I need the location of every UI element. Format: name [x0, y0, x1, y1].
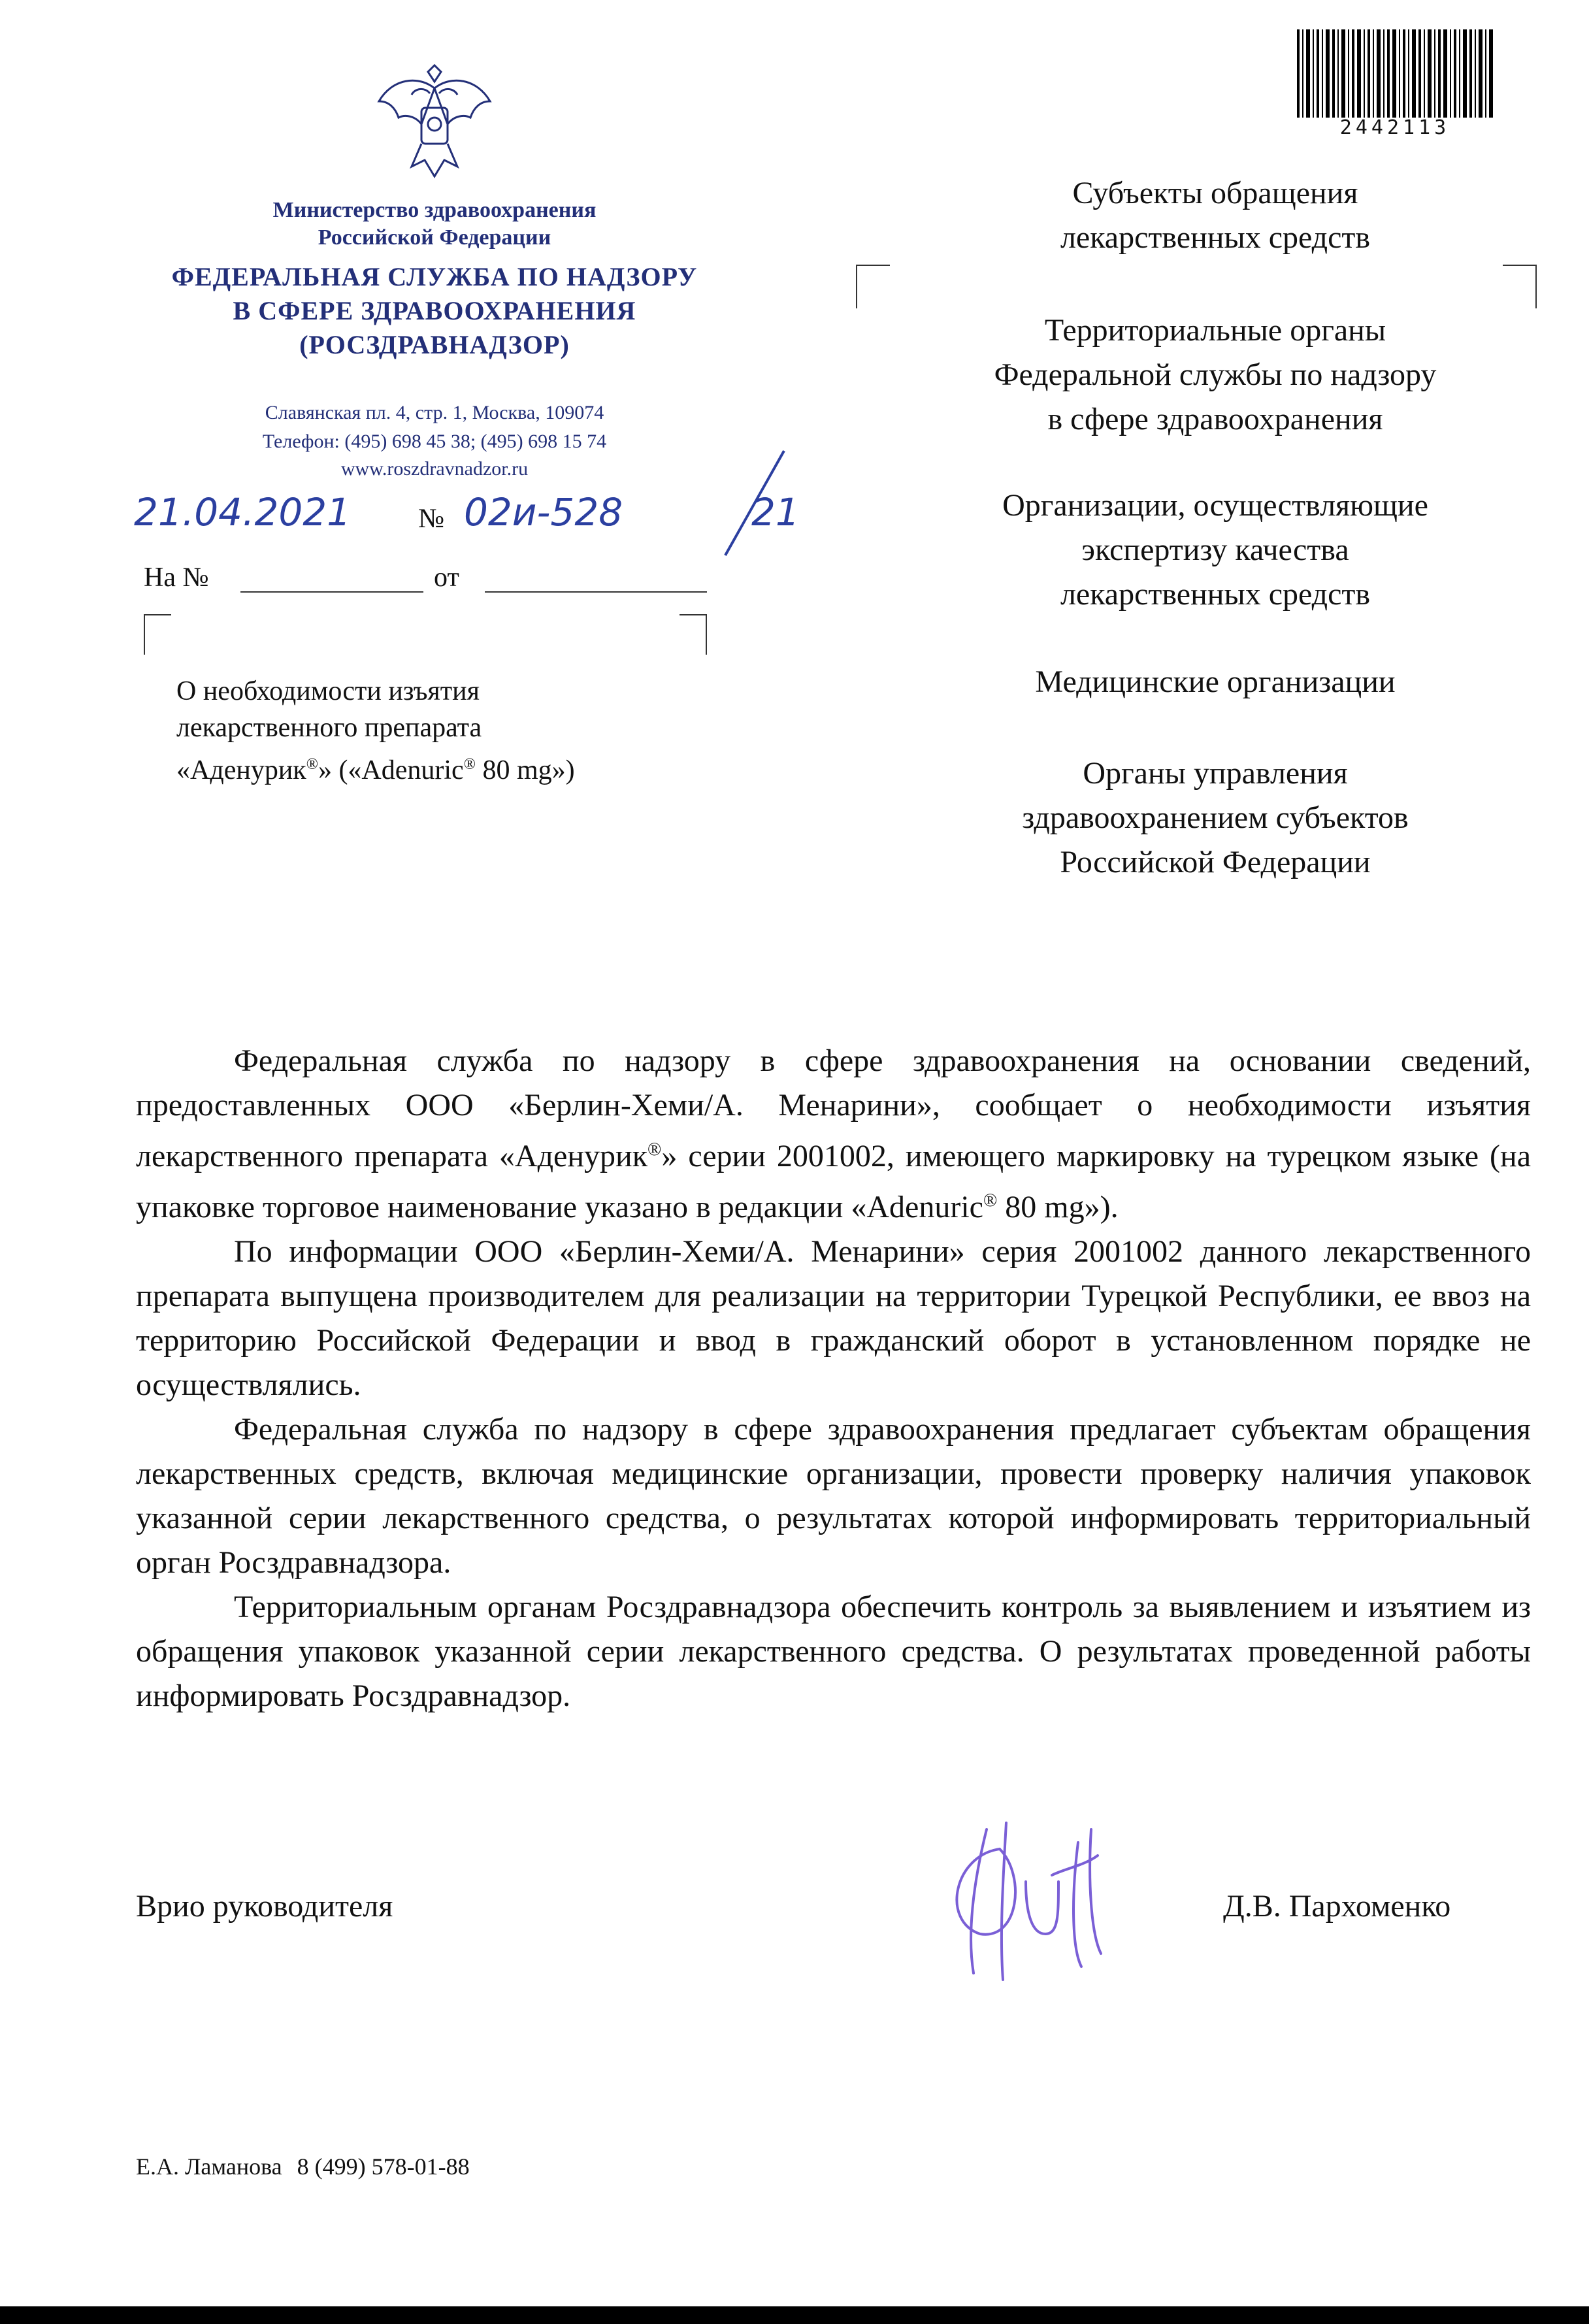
- subject-dosage: 80 mg»): [475, 755, 575, 785]
- addressee-1: [928, 171, 1503, 260]
- subject-line3: [176, 746, 712, 789]
- subject-line1: О необходимости изъятия: [176, 676, 480, 706]
- service-address: Славянская пл. 4, стр. 1, Москва, 109074: [265, 402, 604, 423]
- addressee-corner-right: [1503, 265, 1537, 308]
- service-name-line2: В СФЕРЕ ЗДРАВООХРАНЕНИЯ: [233, 296, 636, 325]
- addressee-line: Российской Федерации: [1060, 845, 1371, 879]
- addressee-line: в сфере здравоохранения: [1047, 402, 1383, 436]
- registration-number: 02и-528: [464, 490, 623, 534]
- subject-line2: лекарственного препарата: [176, 713, 482, 743]
- addressee-line: здравоохранением субъектов: [1022, 800, 1409, 835]
- reference-number-blank: [240, 591, 423, 593]
- service-name-line1: ФЕДЕРАЛЬНАЯ СЛУЖБА ПО НАДЗОРУ: [171, 262, 698, 291]
- reference-date-blank: [485, 591, 707, 593]
- signatory-name: Д.В. Пархоменко: [1223, 1889, 1451, 1923]
- barcode-number: 2442113: [1339, 116, 1450, 139]
- registration-date: 21.04.2021: [134, 490, 352, 534]
- service-website: www.roszdravnadzor.ru: [340, 458, 529, 480]
- addressee-5: [928, 751, 1503, 885]
- subject-drug-name-en: » («Adenuric: [318, 755, 464, 785]
- addressee-line: Субъекты обращения: [1072, 176, 1358, 210]
- addressee-corner-left: [856, 265, 890, 308]
- signatory-title: Врио руководителя: [136, 1889, 393, 1923]
- addressee-line: Организации, осуществляющие: [1002, 488, 1428, 523]
- ministry-name-line1: Министерство здравоохранения: [272, 198, 597, 222]
- registration-suffix: 21: [751, 490, 800, 534]
- letter-subject: [176, 673, 712, 789]
- service-phone: Телефон: (495) 698 45 38; (495) 698 15 74: [262, 431, 607, 452]
- executor-phone: 8 (499) 578-01-88: [297, 2153, 470, 2180]
- p1-part-b: » серии 2001002, имеющего маркировку на турецком языке (на упаковке торговое наименование указано в редакции «Adenuric: [136, 1139, 1531, 1224]
- registered-mark: ®: [306, 756, 318, 773]
- p1-part-c: 80 mg»).: [997, 1190, 1119, 1224]
- body-paragraph-3: Федеральная служба по надзору в сфере здравоохранения предлагает субъектам обращения лекарственных средств, включая медицинские организации, провести проверку наличия упаковок указанной серии лекарственного средства, о результатах которой информировать территориальный орган Росздравнадзора.: [136, 1412, 1531, 1580]
- addressee-line: лекарственных средств: [1060, 220, 1371, 255]
- scan-bottom-edge: [0, 2306, 1589, 2324]
- registered-mark: ®: [647, 1139, 662, 1160]
- body-paragraph-2: По информации ООО «Берлин-Хеми/А. Менарини» серия 2001002 данного лекарственного препарата выпущена производителем для реализации на территории Турецкой Республики, ее ввоз на территорию Российской Федерации и ввод в гражданский оборот в установленном порядке не осуществлялись.: [136, 1234, 1531, 1402]
- body-paragraph-1: [136, 1039, 1531, 1230]
- addressee-line: лекарственных средств: [1060, 577, 1371, 612]
- addressee-line: Территориальные органы: [1044, 313, 1386, 348]
- letter-body: [136, 1039, 1531, 1718]
- addressee-2: [928, 308, 1503, 442]
- p1-part-a: Федеральная служба по надзору в сфере здравоохранения на основании сведений, предоставленных ООО «Берлин-Хеми/А. Менарини», сообщает о необходимости изъятия лекарственного препарата «Аденурик: [136, 1043, 1531, 1173]
- addressee-line: Федеральной службы по надзору: [994, 357, 1437, 392]
- executor-name: Е.А. Ламанова: [136, 2153, 282, 2180]
- registration-number-sign: №: [418, 504, 445, 534]
- body-paragraph-4: Территориальным органам Росздравнадзора обеспечить контроль за выявлением и изъятием из обращения упаковок указанной серии лекарственного средства. О результатах проведенной работы информировать Росздравнадзор.: [136, 1590, 1531, 1713]
- executor-info: [136, 2153, 470, 2180]
- reference-from-label: от: [434, 563, 459, 593]
- addressee-4: [928, 660, 1503, 704]
- ministry-name-line2: Российской Федерации: [318, 225, 551, 250]
- registered-mark: ®: [983, 1190, 998, 1211]
- addressee-line: Органы управления: [1083, 756, 1348, 791]
- registered-mark: ®: [463, 756, 476, 773]
- addressee-line: экспертизу качества: [1081, 532, 1349, 567]
- subject-corner-left: [144, 614, 171, 655]
- service-name-line3: (РОСЗДРАВНАДЗОР): [299, 330, 570, 359]
- barcode-graphic: [1297, 29, 1493, 118]
- subject-corner-right: [680, 614, 707, 655]
- addressee-3: [928, 483, 1503, 617]
- reference-number-label: На №: [144, 563, 209, 593]
- addressee-line: Медицинские организации: [1035, 664, 1396, 699]
- subject-drug-name-ru: «Аденурик: [176, 755, 306, 785]
- coat-of-arms-emblem: [366, 62, 503, 186]
- handwritten-signature: [928, 1803, 1137, 1999]
